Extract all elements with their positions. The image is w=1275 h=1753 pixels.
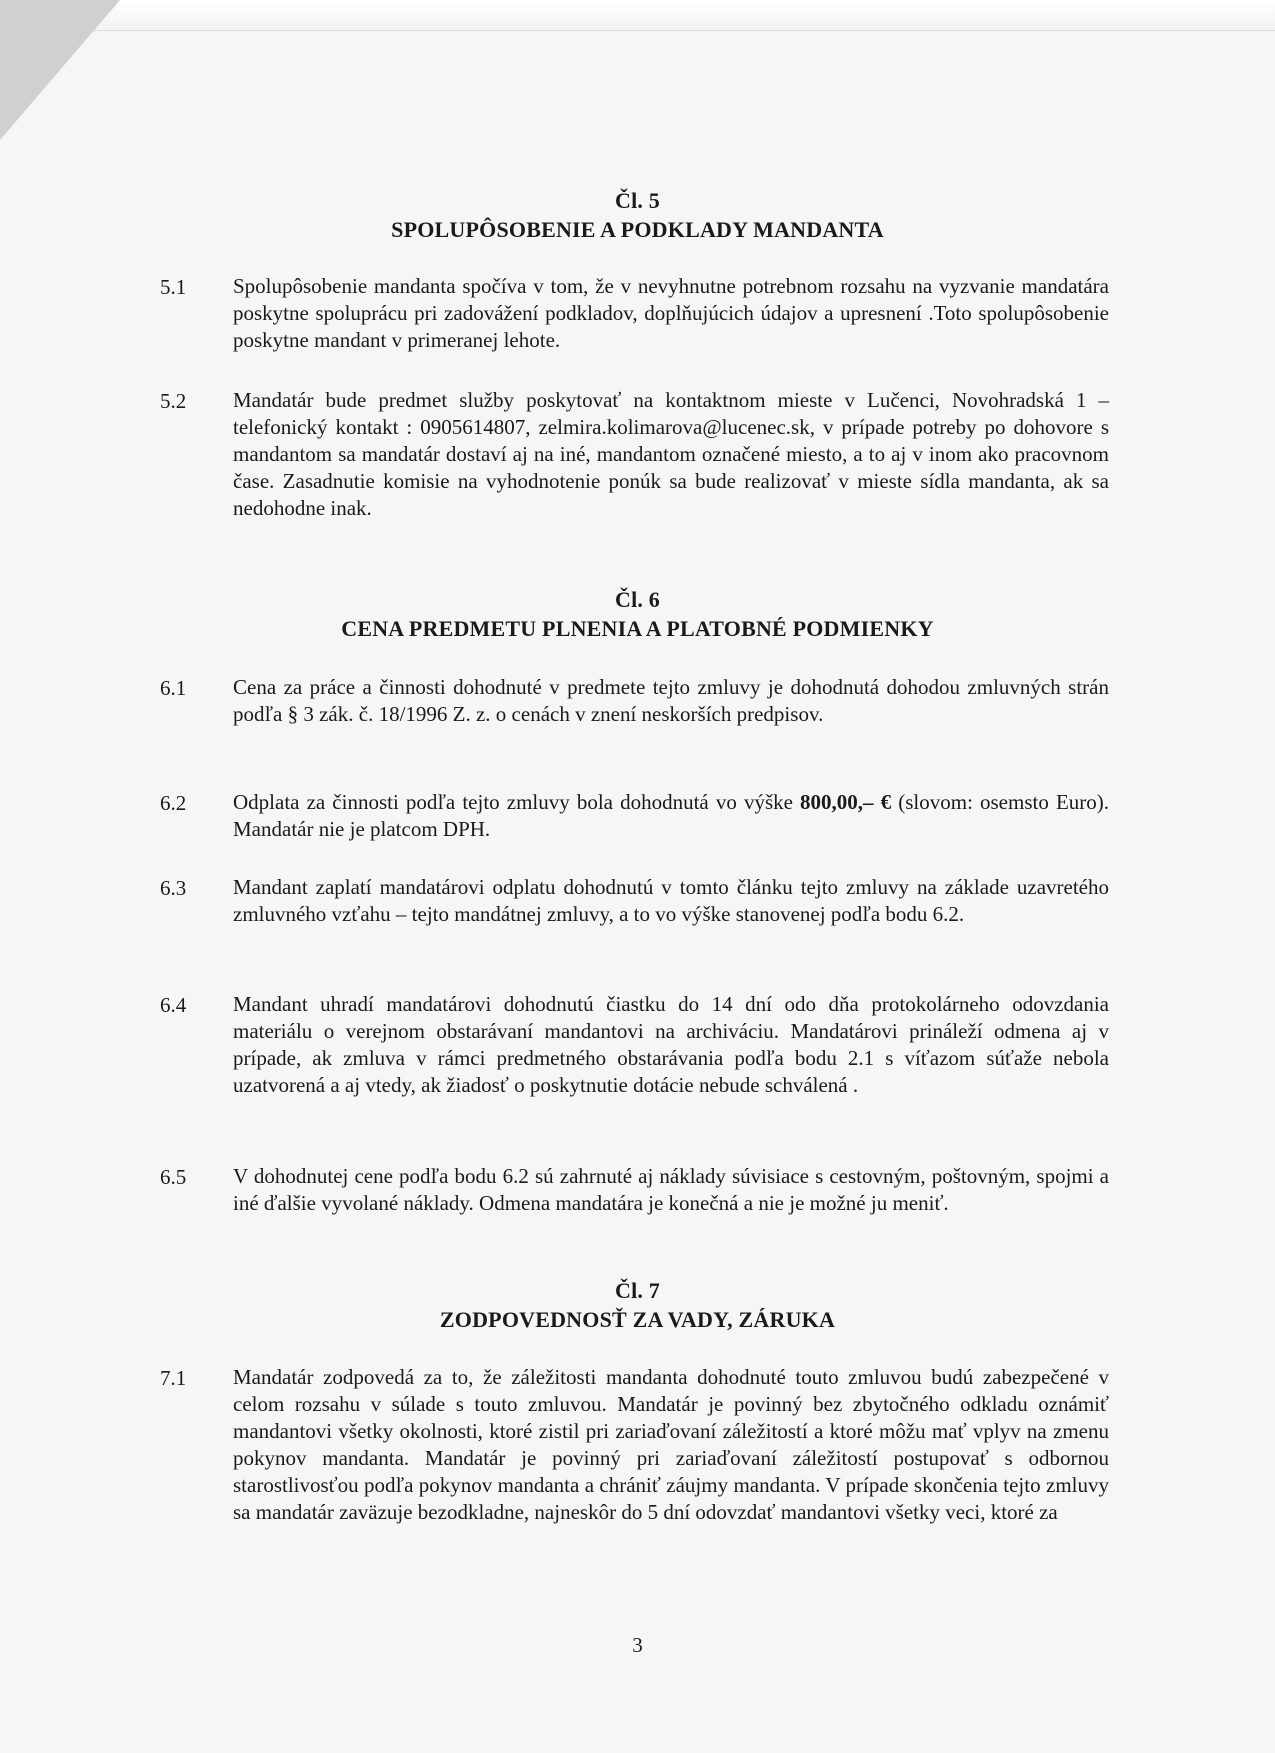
section-6-number: Čl. 6 [615,587,660,612]
clause-text-5-1: Spolupôsobenie mandanta spočíva v tom, že v nevyhnutne potrebnom rozsahu na vyzvanie mandatára poskytne spoluprácu pri zadovážení podkladov, doplňujúcich údajov a upresnení .Toto spolupôsobenie poskytne mandant v primeranej lehote. [233,274,1109,352]
folded-corner [0,0,120,140]
clause-text-6-3: Mandant zaplatí mandatárovi odplatu dohodnutú v tomto článku tejto zmluvy na základe uzavretého zmluvného vzťahu – tejto mandátnej zmluvy, a to vo výške stanovenej podľa bodu 6.2. [233,875,1109,926]
clause-text-7-1: Mandatár zodpovedá za to, že záležitosti mandanta dohodnuté touto zmluvou budú zabezpečené v celom rozsahu v súlade s touto zmluvou. Mandatár je povinný bez zbytočného odkladu oznámiť mandantovi všetky okolnosti, ktoré zistil pri zariaďovaní záležitostí a ktoré môžu mať vplyv na zmenu pokynov mandanta. Mandatár je povinný pri zariaďovaní záležitostí postupovať s odbornou starostlivosťou podľa pokynov mandanta a chrániť záujmy mandanta. V prípade skončenia tejto zmluvy sa mandatár zaväzuje bezodkladne, najneskôr do 5 dní odovzdať mandantovi všetky veci, ktoré za [233,1365,1109,1524]
clause-text-6-2-before: Odplata za činnosti podľa tejto zmluvy bola dohodnutá vo výške [233,790,801,814]
clause-text-6-2 [233,789,1109,843]
clause-text-6-1: Cena za práce a činnosti dohodnuté v predmete tejto zmluvy je dohodnutá dohodou zmluvných strán podľa § 3 zák. č. 18/1996 Z. z. o cenách v znení neskorších predpisov. [233,675,1109,726]
clause-number: 5.1 [160,275,187,299]
clause-number: 6.1 [160,676,187,700]
section-7-title: ZODPOVEDNOSŤ ZA VADY, ZÁRUKA [439,1307,836,1332]
clause-text-6-4: Mandant uhradí mandatárovi dohodnutú čiastku do 14 dní odo dňa protokolárneho odovzdania materiálu o verejnom obstarávaní mandantovi na archiváciu. Mandatárovi prináleží odmena aj v prípade, ak zmluva v rámci predmetného obstarávania podľa bodu 2.1 s víťazom súťaže nebola uzatvorená a aj vtedy, ak žiadosť o poskytnutie dotácie nebude schválená . [233,992,1109,1097]
price-amount: 800,00,– € [800,790,892,814]
clause-text-5-2: Mandatár bude predmet služby poskytovať na kontaktnom mieste v Lučenci, Novohradská 1 – telefonický kontakt : 0905614807, zelmira.kolimarova@lucenec.sk, v prípade potreby po dohovore s mandantom sa mandatár dostaví aj na iné, mandantom označené miesto, a to aj v inom ako pracovnom čase. Zasadnutie komisie na vyhodnotenie ponúk sa bude realizovať v mieste sídla mandanta, ak sa nedohodne inak. [233,388,1109,520]
section-5-title: SPOLUPÔSOBENIE A PODKLADY MANDANTA [391,217,884,242]
clause-number: 6.4 [160,993,187,1017]
section-6-title: CENA PREDMETU PLNENIA A PLATOBNÉ PODMIENKY [341,616,934,641]
page-edge [0,0,1275,31]
clause-number: 5.2 [160,389,187,413]
clause-number: 6.5 [160,1165,187,1189]
clause-number: 6.2 [160,791,187,815]
clause-number: 7.1 [160,1366,187,1390]
clause-text-6-2-after: (slovom: osemsto Euro). Mandatár nie je platcom DPH. [233,790,1110,841]
clause-number: 6.3 [160,876,187,900]
page-number: 3 [632,1633,643,1657]
section-5-number: Čl. 5 [615,188,660,213]
section-7-number: Čl. 7 [615,1278,660,1303]
clause-text-6-5: V dohodnutej cene podľa bodu 6.2 sú zahrnuté aj náklady súvisiace s cestovným, poštovným, spojmi a iné ďalšie vyvolané náklady. Odmena mandatára je konečná a nie je možné ju meniť. [233,1164,1109,1215]
